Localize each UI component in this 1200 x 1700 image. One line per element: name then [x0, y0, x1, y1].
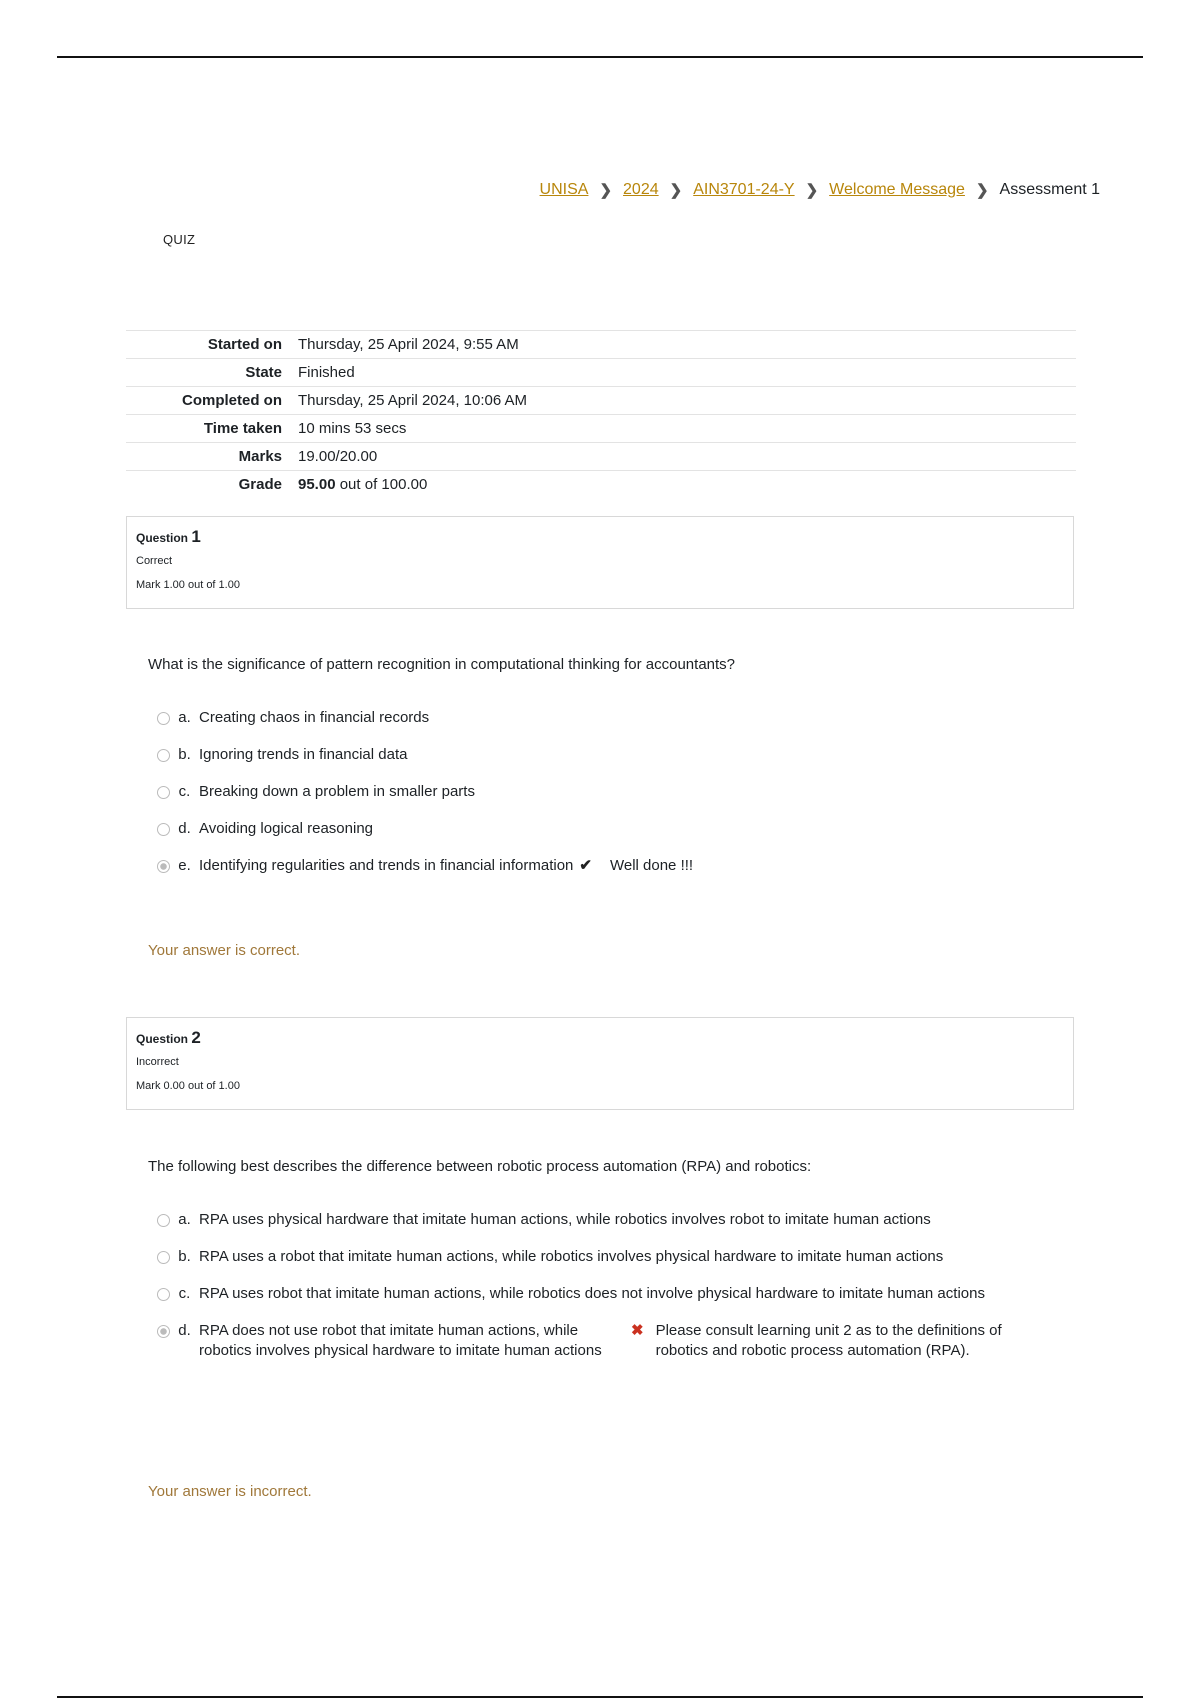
option-text: RPA uses robot that imitate human actions, while robotics does not involve physical hardware to imitate human actions: [199, 1285, 985, 1302]
summary-value: Thursday, 25 April 2024, 9:55 AM: [298, 336, 519, 353]
answer-radio[interactable]: [157, 786, 170, 799]
breadcrumb-link-2024[interactable]: 2024: [623, 181, 659, 198]
answer-option: [157, 745, 693, 765]
top-rule: [57, 56, 1143, 58]
option-text: Avoiding logical reasoning: [199, 820, 374, 837]
option-letter: c.: [178, 783, 191, 800]
option-letter: d.: [178, 1322, 191, 1339]
check-icon: ✔: [579, 857, 592, 874]
option-letter: b.: [178, 746, 191, 763]
summary-row: [126, 415, 1076, 443]
summary-row: [126, 387, 1076, 415]
summary-row: [126, 443, 1076, 471]
answer-feedback: Please consult learning unit 2 as to the definitions of robotics and robotic process automation (RPA).: [655, 1322, 1002, 1359]
answer-option-selected: [157, 1321, 1047, 1361]
option-letter: e.: [178, 857, 191, 874]
chevron-right-icon: ❯: [805, 182, 819, 199]
answer-radio[interactable]: [157, 712, 170, 725]
answer-radio[interactable]: [157, 823, 170, 836]
chevron-right-icon: ❯: [599, 182, 613, 199]
summary-label: Grade: [238, 476, 282, 493]
quiz-label: QUIZ: [163, 232, 196, 247]
breadcrumb-link-unisa[interactable]: UNISA: [539, 181, 589, 198]
grade-value: 95.00: [298, 476, 336, 493]
option-letter: d.: [178, 820, 191, 837]
question-1-info: [126, 516, 1074, 609]
option-text: Breaking down a problem in smaller parts: [199, 783, 475, 800]
answer-option: [157, 708, 693, 728]
summary-label: Completed on: [182, 392, 282, 409]
option-letter: b.: [178, 1248, 191, 1265]
cross-icon: ✖: [631, 1322, 644, 1339]
option-text: RPA uses a robot that imitate human actions, while robotics involves physical hardware to imitate human actions: [199, 1248, 944, 1265]
summary-label: State: [245, 364, 282, 381]
breadcrumb: [540, 181, 1100, 199]
chevron-right-icon: ❯: [669, 182, 683, 199]
option-text: Creating chaos in financial records: [199, 709, 430, 726]
summary-value: 10 mins 53 secs: [298, 420, 407, 437]
question-number: Question 2: [136, 1028, 201, 1047]
answer-option: [157, 1210, 1047, 1230]
summary-row: [126, 331, 1076, 359]
answer-option: [157, 1247, 1047, 1267]
answer-feedback: Well done !!!: [609, 857, 694, 874]
option-text: RPA uses physical hardware that imitate human actions, while robotics involves robot to imitate human actions: [199, 1211, 931, 1228]
option-letter: a.: [178, 1211, 191, 1228]
question-state: Correct: [136, 555, 173, 567]
answer-option: [157, 819, 693, 839]
summary-value: Thursday, 25 April 2024, 10:06 AM: [298, 392, 528, 409]
summary-label: Started on: [207, 336, 282, 353]
question-1-answers: [157, 708, 693, 893]
question-1-text: What is the significance of pattern recognition in computational thinking for accountants?: [148, 656, 736, 673]
summary-value: [298, 471, 1076, 499]
option-text: Ignoring trends in financial data: [199, 746, 408, 763]
question-grade: Mark 0.00 out of 1.00: [136, 1080, 240, 1092]
answer-radio[interactable]: [157, 1251, 170, 1264]
summary-label: Time taken: [203, 420, 282, 437]
grade-out-of: out of 100.00: [335, 476, 428, 493]
question-2-answers: [157, 1210, 1047, 1378]
summary-row: [126, 359, 1076, 387]
bottom-rule: [57, 1696, 1143, 1698]
question-state: Incorrect: [136, 1056, 179, 1068]
question-number: Question 1: [136, 527, 201, 546]
option-letter: a.: [178, 709, 191, 726]
answer-radio-checked[interactable]: [157, 1325, 170, 1338]
summary-label: Marks: [238, 448, 282, 465]
chevron-right-icon: ❯: [975, 182, 989, 199]
answer-option: [157, 1284, 1047, 1304]
question-2-info: [126, 1017, 1074, 1110]
question-1-outcome: Your answer is correct.: [148, 942, 301, 959]
summary-value: Finished: [298, 364, 355, 381]
option-text: RPA does not use robot that imitate human actions, while robotics involves physical hardware to imitate human actions: [199, 1322, 602, 1359]
question-grade: Mark 1.00 out of 1.00: [136, 579, 240, 591]
question-2-text: The following best describes the difference between robotic process automation (RPA) and robotics:: [148, 1158, 812, 1175]
summary-row: [126, 471, 1076, 499]
option-letter: c.: [178, 1285, 191, 1302]
question-2-outcome: Your answer is incorrect.: [148, 1483, 312, 1500]
answer-option: [157, 782, 693, 802]
answer-radio[interactable]: [157, 749, 170, 762]
breadcrumb-link-course[interactable]: AIN3701-24-Y: [693, 181, 795, 198]
answer-option-selected: [157, 856, 693, 876]
answer-radio[interactable]: [157, 1214, 170, 1227]
summary-value: 19.00/20.00: [298, 448, 378, 465]
breadcrumb-link-welcome-message[interactable]: Welcome Message: [829, 181, 965, 198]
answer-radio-checked[interactable]: [157, 860, 170, 873]
option-text: Identifying regularities and trends in financial information: [199, 857, 574, 874]
attempt-summary-table: [126, 330, 1076, 498]
breadcrumb-current: Assessment 1: [999, 181, 1100, 198]
answer-radio[interactable]: [157, 1288, 170, 1301]
